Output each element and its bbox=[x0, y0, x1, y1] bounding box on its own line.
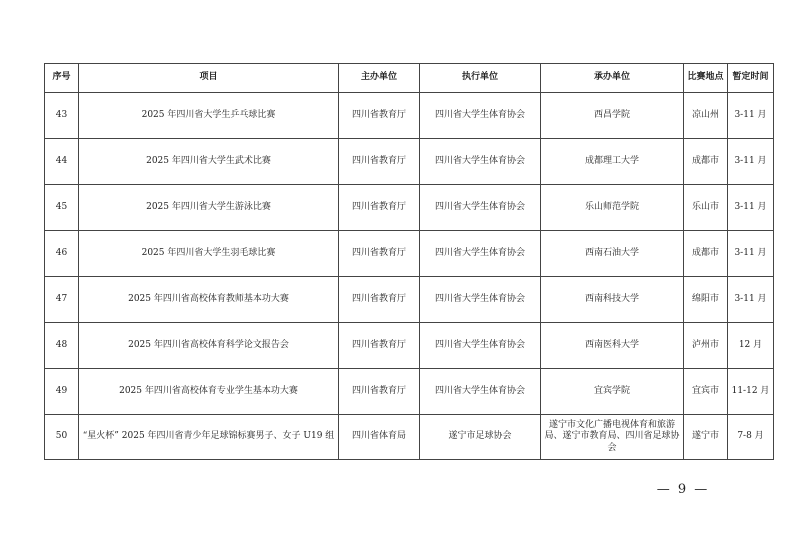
row-time: 3-11 月 bbox=[728, 93, 774, 139]
row-event: 2025 年四川省大学生游泳比赛 bbox=[79, 185, 339, 231]
row-event: 2025 年四川省高校体育科学论文报告会 bbox=[79, 323, 339, 369]
row-executor: 四川省大学生体育协会 bbox=[420, 277, 541, 323]
row-organizer: 西南石油大学 bbox=[541, 231, 684, 277]
table-row bbox=[45, 185, 774, 231]
table-row bbox=[45, 415, 774, 460]
row-organizer: 遂宁市文化广播电视体育和旅游局、遂宁市教育局、四川省足球协会 bbox=[541, 415, 684, 460]
row-index: 45 bbox=[45, 185, 79, 231]
row-organizer: 西南科技大学 bbox=[541, 277, 684, 323]
row-host: 四川省教育厅 bbox=[339, 323, 420, 369]
row-time: 3-11 月 bbox=[728, 277, 774, 323]
row-venue: 绵阳市 bbox=[684, 277, 728, 323]
row-organizer: 西昌学院 bbox=[541, 93, 684, 139]
row-event: 2025 年四川省高校体育专业学生基本功大赛 bbox=[79, 369, 339, 415]
row-time: 11-12 月 bbox=[728, 369, 774, 415]
row-executor: 遂宁市足球协会 bbox=[420, 415, 541, 460]
row-index: 46 bbox=[45, 231, 79, 277]
table-row bbox=[45, 139, 774, 185]
row-index: 48 bbox=[45, 323, 79, 369]
row-venue: 宜宾市 bbox=[684, 369, 728, 415]
row-index: 50 bbox=[45, 415, 79, 460]
row-venue: 成都市 bbox=[684, 231, 728, 277]
row-time: 3-11 月 bbox=[728, 231, 774, 277]
row-venue: 乐山市 bbox=[684, 185, 728, 231]
row-executor: 四川省大学生体育协会 bbox=[420, 231, 541, 277]
header-venue: 比赛地点 bbox=[684, 64, 728, 93]
header-time: 暂定时间 bbox=[728, 64, 774, 93]
row-executor: 四川省大学生体育协会 bbox=[420, 323, 541, 369]
row-organizer: 西南医科大学 bbox=[541, 323, 684, 369]
row-organizer: 宜宾学院 bbox=[541, 369, 684, 415]
row-host: 四川省教育厅 bbox=[339, 369, 420, 415]
header-index: 序号 bbox=[45, 64, 79, 93]
row-executor: 四川省大学生体育协会 bbox=[420, 139, 541, 185]
competition-schedule-table bbox=[44, 63, 774, 460]
row-index: 49 bbox=[45, 369, 79, 415]
row-index: 43 bbox=[45, 93, 79, 139]
row-event: 2025 年四川省大学生武术比赛 bbox=[79, 139, 339, 185]
row-index: 44 bbox=[45, 139, 79, 185]
row-host: 四川省教育厅 bbox=[339, 231, 420, 277]
header-organizer: 承办单位 bbox=[541, 64, 684, 93]
row-time: 3-11 月 bbox=[728, 139, 774, 185]
row-host: 四川省教育厅 bbox=[339, 139, 420, 185]
table-row bbox=[45, 323, 774, 369]
row-event: “星火杯” 2025 年四川省青少年足球锦标赛男子、女子 U19 组 bbox=[79, 415, 339, 460]
table-row bbox=[45, 369, 774, 415]
row-venue: 成都市 bbox=[684, 139, 728, 185]
row-event: 2025 年四川省大学生羽毛球比赛 bbox=[79, 231, 339, 277]
row-organizer: 成都理工大学 bbox=[541, 139, 684, 185]
row-host: 四川省教育厅 bbox=[339, 93, 420, 139]
table-row bbox=[45, 277, 774, 323]
row-executor: 四川省大学生体育协会 bbox=[420, 369, 541, 415]
row-executor: 四川省大学生体育协会 bbox=[420, 93, 541, 139]
row-event: 2025 年四川省高校体育教师基本功大赛 bbox=[79, 277, 339, 323]
row-event: 2025 年四川省大学生乒乓球比赛 bbox=[79, 93, 339, 139]
row-executor: 四川省大学生体育协会 bbox=[420, 185, 541, 231]
row-time: 12 月 bbox=[728, 323, 774, 369]
row-venue: 泸州市 bbox=[684, 323, 728, 369]
header-host: 主办单位 bbox=[339, 64, 420, 93]
table-row bbox=[45, 231, 774, 277]
row-time: 3-11 月 bbox=[728, 185, 774, 231]
row-venue: 遂宁市 bbox=[684, 415, 728, 460]
row-host: 四川省教育厅 bbox=[339, 277, 420, 323]
table-header-row bbox=[45, 64, 774, 93]
row-time: 7-8 月 bbox=[728, 415, 774, 460]
row-host: 四川省教育厅 bbox=[339, 185, 420, 231]
row-venue: 凉山州 bbox=[684, 93, 728, 139]
header-executor: 执行单位 bbox=[420, 64, 541, 93]
page-number: — 9 — bbox=[656, 482, 710, 497]
header-event: 项目 bbox=[79, 64, 339, 93]
row-host: 四川省体育局 bbox=[339, 415, 420, 460]
row-organizer: 乐山师范学院 bbox=[541, 185, 684, 231]
row-index: 47 bbox=[45, 277, 79, 323]
table-row bbox=[45, 93, 774, 139]
